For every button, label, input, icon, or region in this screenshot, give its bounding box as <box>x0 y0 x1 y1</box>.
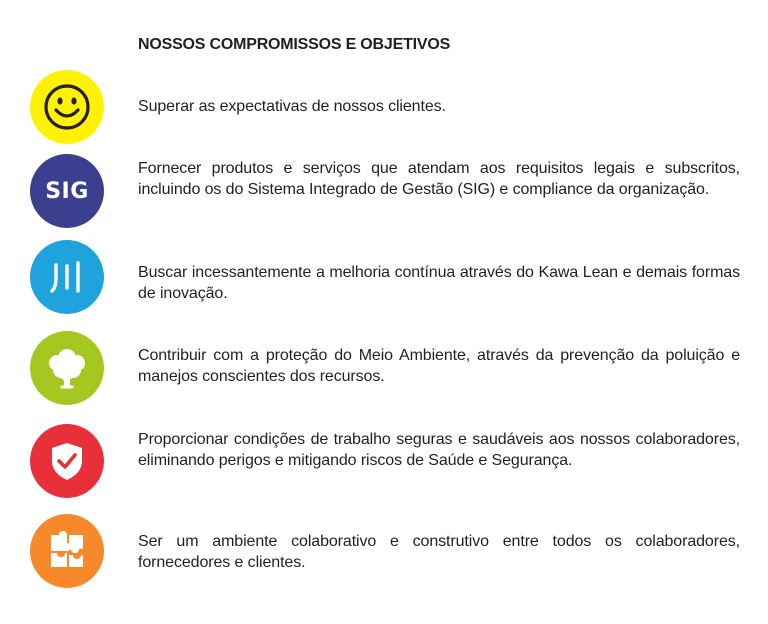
item-text: Ser um ambiente colaborativo e construtivo entre todos os colaboradores, fornecedores e clientes. <box>138 533 740 571</box>
smiley-face-icon <box>30 70 104 144</box>
sig-badge-icon <box>30 154 104 228</box>
list-item <box>30 331 740 407</box>
shield-check-icon <box>30 424 104 498</box>
puzzle-pieces-icon <box>30 514 104 588</box>
item-text: Superar as expectativas de nossos clientes. <box>138 98 446 115</box>
item-text: Contribuir com a proteção do Meio Ambiente, através da prevenção da poluição e manejos conscientes dos recursos. <box>138 347 740 385</box>
item-text: Proporcionar condições de trabalho seguras e saudáveis aos nossos colaboradores, eliminando perigos e mitigando riscos de Saúde e Segurança. <box>138 431 740 469</box>
list-item <box>30 514 740 590</box>
list-item <box>30 154 740 230</box>
list-item <box>30 424 740 500</box>
item-text: Fornecer produtos e serviços que atendam aos requisitos legais e subscritos, incluindo os do Sistema Integrado de Gestão (SIG) e compliance da organização. <box>138 160 740 198</box>
sig-label: SIG <box>45 178 89 204</box>
tree-icon <box>30 331 104 405</box>
kawa-lean-icon <box>30 240 104 314</box>
list-item <box>30 240 740 316</box>
item-text: Buscar incessantemente a melhoria contínua através do Kawa Lean e demais formas de inovação. <box>138 264 740 302</box>
list-item <box>30 70 740 146</box>
page-title: NOSSOS COMPROMISSOS E OBJETIVOS <box>138 36 451 53</box>
